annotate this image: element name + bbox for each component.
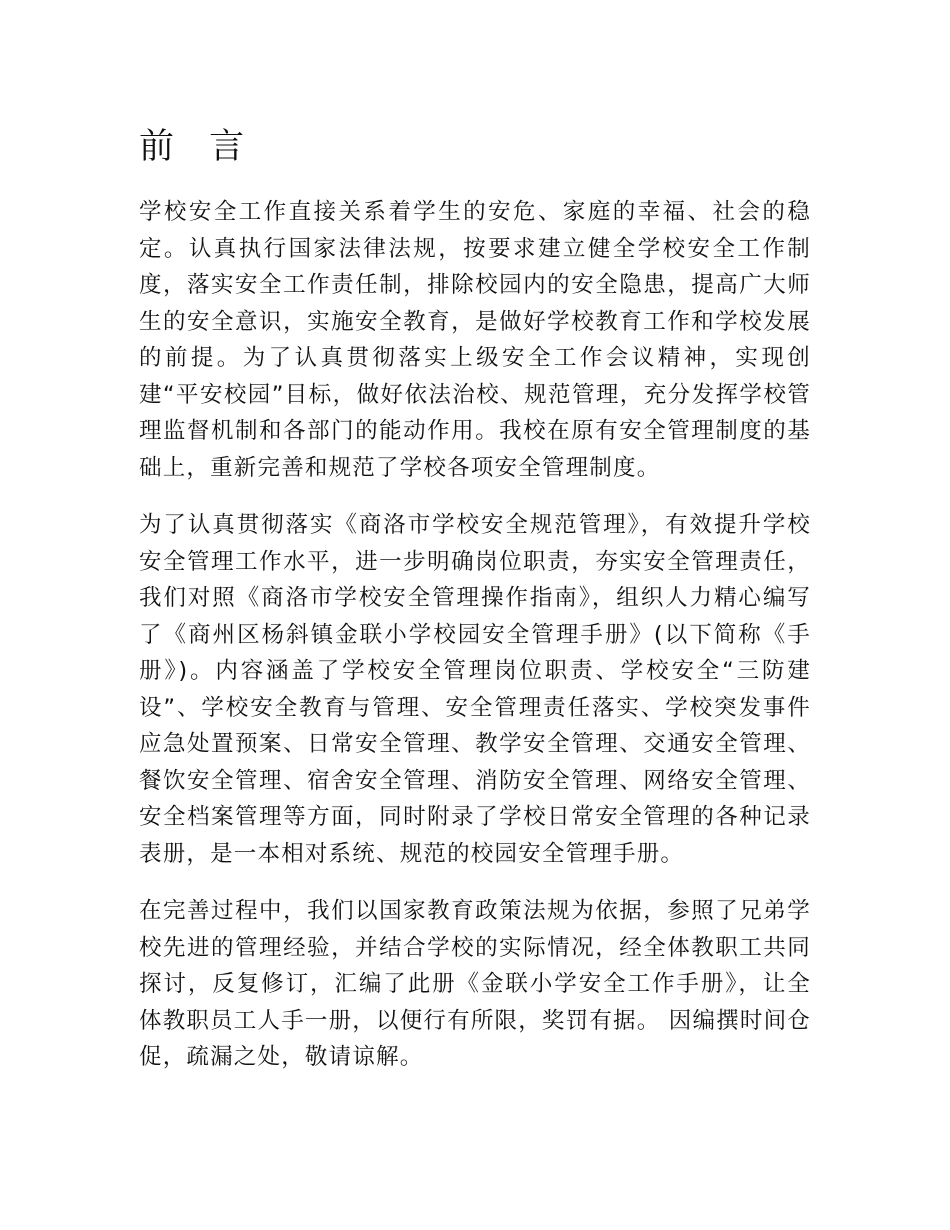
document-page — [139, 122, 811, 1097]
paragraph-2: 为了认真贯彻落实《商洛市学校安全规范管理》，有效提升学校安全管理工作水平，进一步明确岗位职责，夯实安全管理责任，我们对照《商洛市学校安全管理操作指南》，组织人力精心编写了《商州区杨斜镇金联小学校园安全管理手册》(以下简称《手册》)。内容涵盖了学校安全管理岗位职责、学校安全“三防建设”、学校安全教育与管理、安全管理责任落实、学校突发事件应急处置预案、日常安全管理、教学安全管理、交通安全管理、餐饮安全管理、宿舍安全管理、消防安全管理、网络安全管理、安全档案管理等方面，同时附录了学校日常安全管理的各种记录表册，是一本相对系统、规范的校园安全管理手册。 — [139, 512, 811, 867]
paragraph-1: 学校安全工作直接关系着学生的安危、家庭的幸福、社会的稳定。认真执行国家法律法规，按要求建立健全学校安全工作制度，落实安全工作责任制，排除校园内的安全隐患，提高广大师生的安全意识，实施安全教育，是做好学校教育工作和学校发展的前提。为了认真贯彻落实上级安全工作会议精神，实现创建“平安校园”目标，做好依法治校、规范管理，充分发挥学校管理监督机制和各部门的能动作用。我校在原有安全管理制度的基础上，重新完善和规范了学校各项安全管理制度。 — [139, 199, 811, 481]
page-title: 前 言 — [139, 127, 257, 167]
paragraph-3: 在完善过程中，我们以国家教育政策法规为依据，参照了兄弟学校先进的管理经验，并结合学校的实际情况，经全体教职工共同探讨，反复修订，汇编了此册《金联小学安全工作手册》，让全体教职员工人手一册，以便行有所限，奖罚有据。 因编撰时间仓促，疏漏之处，敬请谅解。 — [139, 898, 811, 1070]
